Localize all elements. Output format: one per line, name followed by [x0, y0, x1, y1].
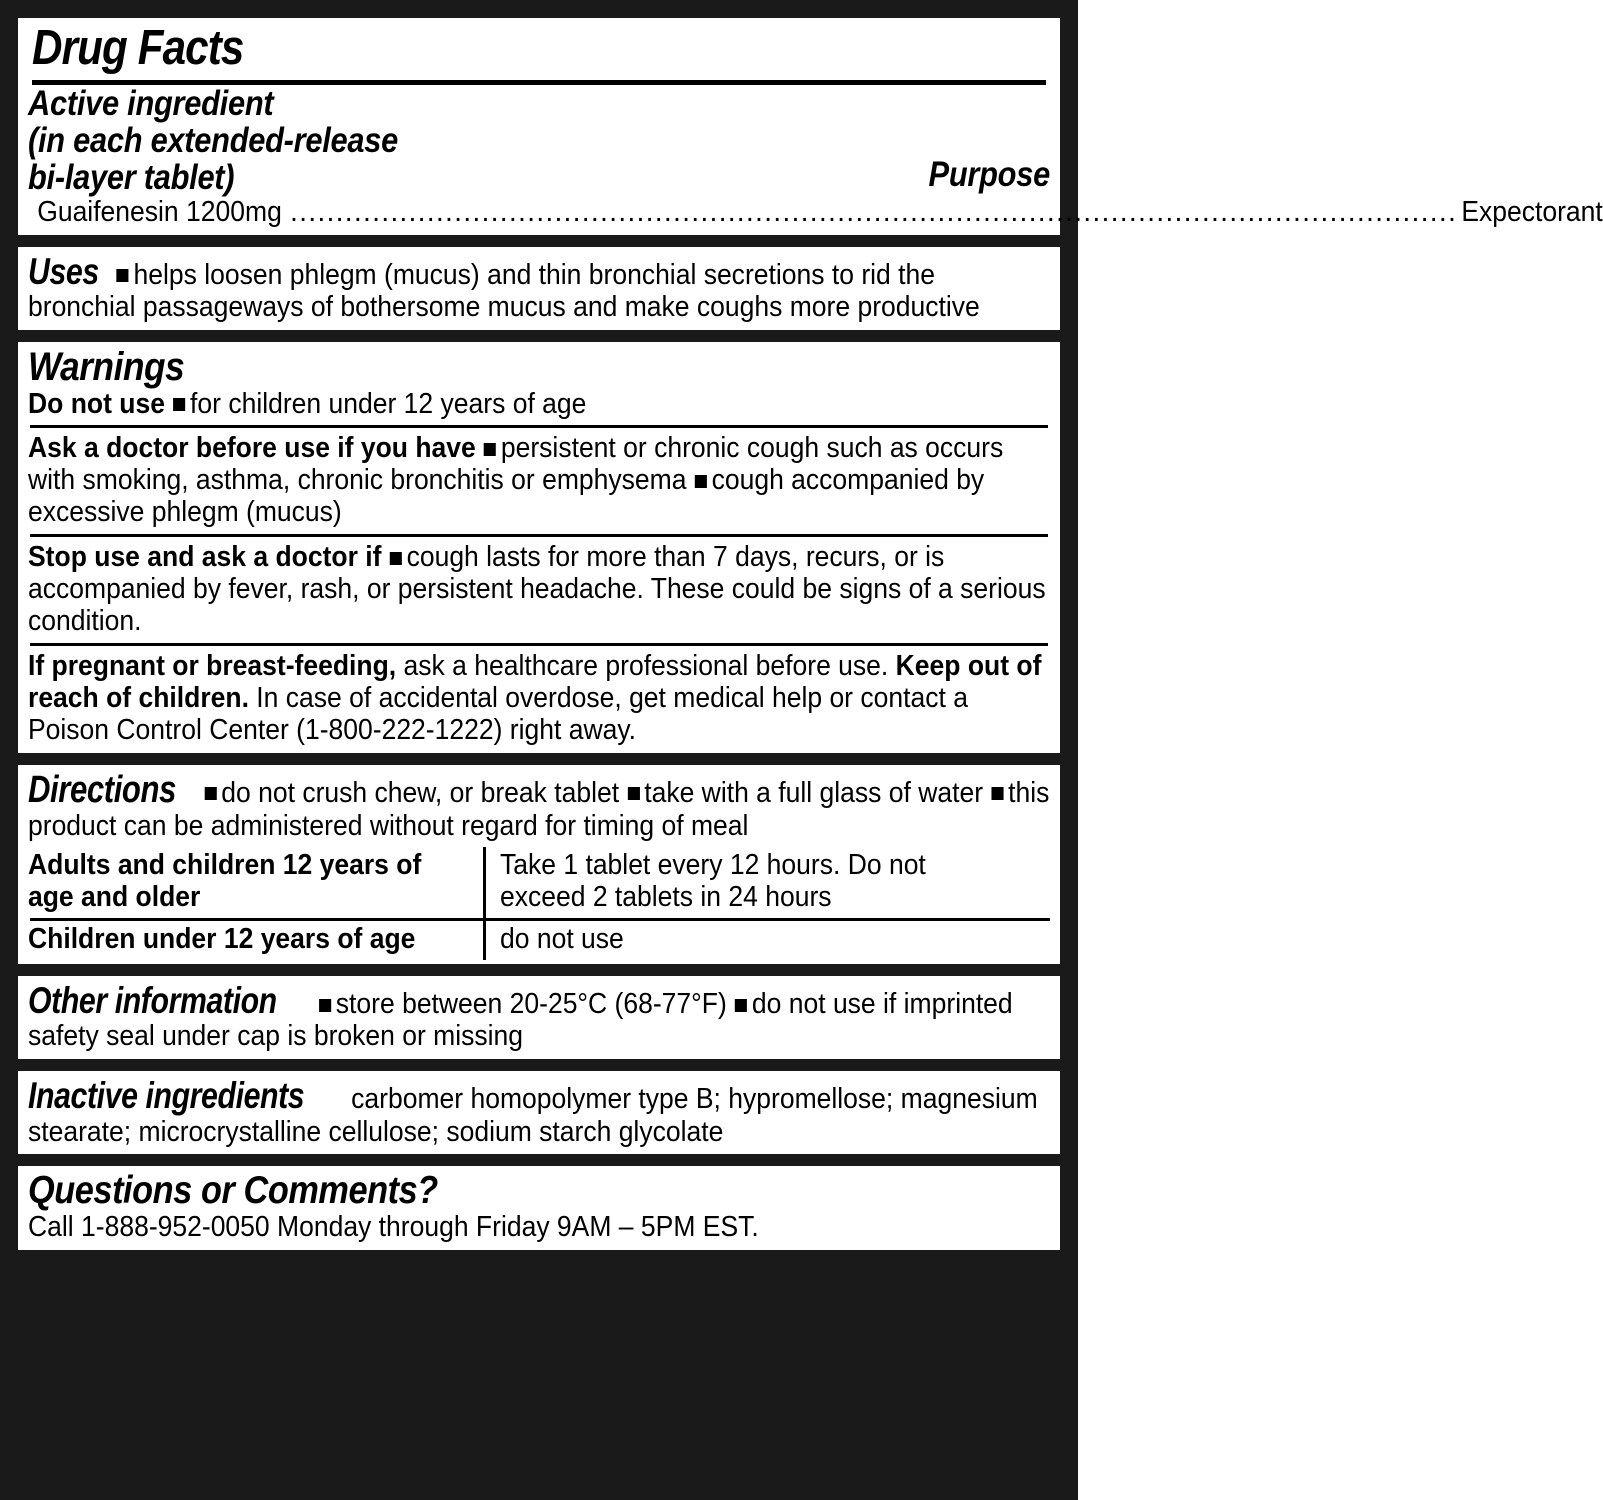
active-ingredient-row: [28, 196, 1603, 229]
do-not-use-row: [28, 389, 1050, 421]
directions-intro: [28, 769, 1050, 843]
ask-doctor-bullet-1: persistent or chronic cough such as occurs with smoking, asthma, chronic bronchitis or emphysema: [28, 432, 1004, 497]
ask-doctor-label: Ask a doctor before use if you have: [28, 432, 476, 465]
warnings-heading: Warnings: [28, 344, 185, 389]
dosage-amount-cell: [483, 847, 1050, 918]
directions-bullet-2: take with a full glass of water: [644, 776, 984, 809]
inactive-ingredients-content: [28, 1075, 1050, 1148]
active-ingredient-purpose: Expectorant: [1461, 196, 1603, 229]
other-information-bullet-2: do not use if imprinted safety seal under cap is broken or missing: [28, 987, 1013, 1053]
directions-panel: [18, 765, 1060, 964]
drug-facts-header-panel: [18, 18, 1603, 235]
dosage-amount-cell: [483, 921, 1050, 960]
active-ingredient-heading-row: [28, 85, 1050, 196]
ask-doctor-row: [28, 433, 1050, 529]
do-not-use-text: for children under 12 years of age: [190, 387, 587, 420]
bullet-square-icon: [695, 475, 707, 488]
inactive-ingredients-text: carbomer homopolymer type B; hypromellose; magnesium stearate; microcrystalline cellulose; sodium starch glycolate: [28, 1083, 1038, 1148]
other-information-panel: [18, 976, 1060, 1059]
inactive-ingredients-heading: Inactive ingredients: [28, 1075, 305, 1117]
directions-heading: Directions: [28, 768, 176, 811]
ask-doctor-bullet-2: cough accompanied by excessive phlegm (mucus): [28, 464, 985, 529]
stop-use-row: [28, 542, 1050, 638]
dosage-table: [28, 847, 1050, 960]
other-information-heading: Other information: [28, 979, 277, 1021]
pregnancy-text: ask a healthcare professional before use.: [403, 649, 889, 682]
bullet-square-icon: [319, 999, 331, 1012]
keep-out-text: In case of accidental overdose, get medical help or contact a Poison Control Center (1-800-222-1222) right away.: [28, 681, 968, 746]
stop-use-text: cough lasts for more than 7 days, recurs, or is accompanied by fever, rash, or persistent headache. These could be signs of a serious condition.: [28, 541, 1046, 637]
bullet-square-icon: [205, 787, 217, 800]
questions-heading: Questions or Comments?: [28, 1169, 438, 1213]
uses-heading: Uses: [28, 250, 99, 292]
pregnancy-keepout-row: [28, 651, 1050, 747]
warnings-panel: [18, 342, 1060, 753]
purpose-heading: Purpose: [928, 155, 1050, 195]
dosage-group-label: Adults and children 12 years of age and older: [28, 849, 422, 913]
dosage-group-cell: [28, 847, 483, 918]
warnings-divider: [30, 534, 1048, 537]
stop-use-label: Stop use and ask a doctor if: [28, 541, 382, 574]
leader-dots: ................................................................................................................................: [290, 196, 1458, 229]
dosage-amount-text: do not use: [500, 922, 624, 955]
page-title: Drug Facts: [32, 21, 244, 75]
directions-bullet-3: this product can be administered without regard for timing of meal: [28, 776, 1050, 843]
warnings-divider: [30, 425, 1048, 428]
uses-content: [28, 251, 1050, 324]
bullet-square-icon: [627, 787, 639, 800]
keep-out-label: Keep out of reach of children.: [28, 649, 1042, 714]
table-row: [28, 847, 1050, 918]
inactive-ingredients-panel: [18, 1071, 1060, 1154]
bullet-square-icon: [390, 552, 402, 565]
other-information-content: [28, 980, 1050, 1053]
active-ingredient-heading: Active ingredient (in each extended-release bi-layer tablet): [28, 83, 399, 198]
other-information-bullet-1: store between 20-25°C (68-77°F): [335, 987, 727, 1020]
bullet-square-icon: [484, 443, 496, 456]
uses-text: helps loosen phlegm (mucus) and thin bronchial secretions to rid the bronchial passageways of bothersome mucus and make coughs more productive: [28, 258, 980, 324]
pregnancy-label: If pregnant or breast-feeding,: [28, 649, 397, 682]
bullet-square-icon: [991, 787, 1003, 800]
questions-panel: [18, 1166, 1060, 1249]
dosage-group-label: Children under 12 years of age: [28, 922, 416, 955]
bullet-square-icon: [735, 999, 747, 1012]
active-ingredient-name: Guaifenesin 1200mg: [37, 196, 282, 229]
do-not-use-label: Do not use: [28, 387, 165, 420]
warnings-divider: [30, 643, 1048, 646]
dosage-group-cell: [28, 921, 483, 960]
questions-contact-text: Call 1-888-952-0050 Monday through Friday 9AM – 5PM EST.: [28, 1211, 759, 1243]
uses-panel: [18, 247, 1060, 330]
bullet-square-icon: [117, 269, 129, 282]
directions-bullet-1: do not crush chew, or break tablet: [221, 776, 620, 809]
dosage-amount-text: Take 1 tablet every 12 hours. Do not exceed 2 tablets in 24 hours: [500, 849, 926, 913]
bullet-square-icon: [173, 398, 185, 411]
table-row: [28, 921, 1050, 960]
